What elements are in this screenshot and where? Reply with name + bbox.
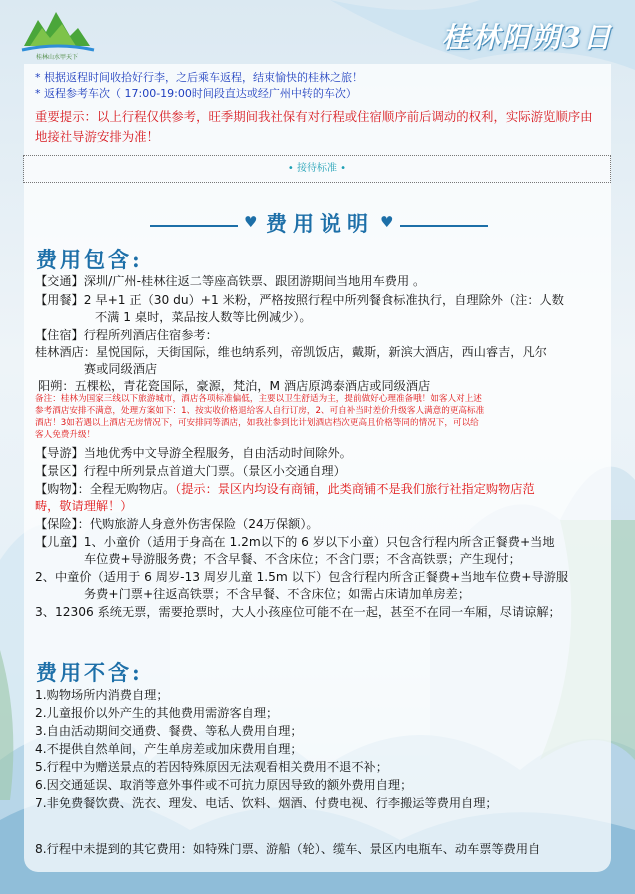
excluded-item: 6.因交通延误、取消等意外事件或不可抗力原因导致的额外费用自理； [35,778,413,792]
excluded-item: 1.购物场所内消费自理； [35,688,169,702]
excluded-heading: 费用不含: [36,660,143,685]
included-meals: 【用餐】2 早+1 正（30 du）+1 米粉，严格按照行程中所列餐食标准执行，自理除外（注：人数 [35,293,564,307]
included-meals-cont: 不满 1 桌时，菜品按人数等比例减少）。 [95,310,312,324]
included-scenic: 【景区】行程中所列景点首道大门票。（景区小交通自理） [35,464,346,478]
excluded-item: 8.行程中未提到的其它费用：如特殊门票、游船（轮）、缆车、景区内电瓶车、动车票等费用自 [35,842,541,856]
excluded-item: 3.自由活动期间交通费、餐费、等私人费用自理； [35,724,303,738]
child-price-2-cont: 务费+门票+往返高铁票；不含早餐、不含床位；如需占床请加单房差； [84,587,471,601]
excluded-item: 4.不提供自然单间，产生单房差或加床费用自理； [35,742,303,756]
child-price-1-cont: 车位费+导游服务费；不含早餐、不含床位；不含门票；不含高铁票；产生现付； [84,552,521,566]
heart-icon-right: ♥ [380,213,394,231]
guilin-hotels: 桂林酒店：星悦国际，天街国际，维也纳系列，帝凯饭店，戴斯，新滨大酒店，西山睿吉，凡尔 [35,345,547,359]
included-heading: 费用包含: [36,247,143,272]
reception-standard-tab[interactable]: • 接待标准 • [23,155,611,183]
shopping-text: 【购物】：全程无购物店。 [35,482,176,496]
included-shopping [35,480,535,498]
child-price-1: 【儿童】1、小童价（适用于身高在 1.2m以下的 6 岁以下小童）只包含行程内所含正餐费+当地 [35,535,555,549]
excluded-item: 5.行程中为赠送景点的若因特殊原因无法观看相关费用不退不补； [35,760,388,774]
lodging-note-4: 客人免费升级！ [35,430,96,440]
lodging-note: 备注：桂林为国家三线以下旅游城市，酒店各项标准偏低，主要以卫生舒适为主，提前做好心理准备哦！如客人对上述 [35,394,482,404]
child-price-3: 3、12306 系统无票，需要抢票时，大人小孩座位可能不在一起，甚至不在同一车厢，尽请谅解； [35,605,561,619]
train-note: * 返程参考车次（ 17:00-19:00时间段直达或经广州中转的车次） [35,87,357,100]
included-guide: 【导游】当地优秀中文导游全程服务，自由活动时间除外。 [35,446,352,460]
included-insurance: 【保险】：代购旅游人身意外伤害保险（24万保额）。 [35,517,319,531]
shopping-warning: （提示：景区内均设有商铺，此类商铺不是我们旅行社指定购物店范 [175,482,535,496]
yangshuo-hotels: 阳朔：五棵松，青花瓷国际，豪源，梵泊，M 酒店原鸿泰酒店或同级酒店 [38,379,431,393]
included-lodging: 【住宿】行程所列酒店住宿参考： [35,328,218,342]
page-title: 桂林阳朔3日 [441,21,613,54]
excluded-item: 2.儿童报价以外产生的其他费用需游客自理； [35,706,279,720]
excluded-item: 7.非免费餐饮费、洗衣、理发、电话、饮料、烟酒、付费电视、行李搬运等费用自理； [35,796,498,810]
included-transport: 【交通】深圳/广州-桂林往返二等座高铁票、跟团游期间当地用车费用 。 [35,274,426,288]
guilin-hotels-cont: 赛或同级酒店 [84,362,158,376]
svg-text:桂林山水甲天下: 桂林山水甲天下 [35,54,79,61]
fees-section-title: 费用说明 [266,211,374,236]
section-divider-right [400,225,488,227]
heart-icon-left: ♥ [244,213,258,231]
shopping-warning-end: 畴，敬请理解！） [35,499,133,513]
return-note: * 根据返程时间收拾好行李，之后乘车返程，结束愉快的桂林之旅！ [35,71,363,84]
shopping-warning-cont [35,497,133,515]
child-price-2: 2、中童价（适用于 6 周岁-13 周岁儿童 1.5m 以下）包含行程内所含正餐费+当地车位费+导游服 [35,570,569,584]
lodging-note-2: 参考酒店安排不满意，处理方案如下：1、按实收价格退给客人自行订房，2、可自补当时差价升级客人满意的更高标准 [35,406,485,416]
logo [18,6,96,62]
important-reminder: 重要提示：以上行程仅供参考，旺季期间我社保有对行程或住宿顺序前后调动的权利，实际游览顺序由地接社导游安排为准！ [35,109,593,144]
lodging-note-3: 酒店！3如若遇以上酒店无房情况下，可安排同等酒店，如我社参到比计划酒店档次更高且价格等同的情况下，可以给 [35,418,479,428]
